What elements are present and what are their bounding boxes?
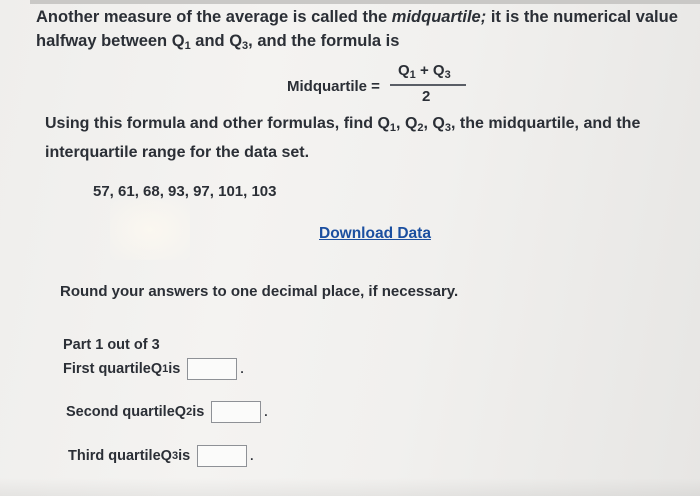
second-quartile-row: Second quartile Q 2 is . (66, 401, 268, 423)
midquartile-fraction (390, 60, 466, 110)
third-quartile-row: Third quartile Q 3 is . (68, 445, 254, 467)
first-quartile-row: First quartile Q 1 is . (63, 358, 244, 380)
part-label: Part 1 out of 3 (63, 337, 160, 353)
data-set-values: 57, 61, 68, 93, 97, 101, 103 (93, 183, 277, 200)
formula-label: Midquartile = (287, 78, 380, 95)
instruction-line-1: Using this formula and other formulas, find $Q_1$, $Q_2$, $Q_3$, the midquartile, and the (45, 115, 641, 134)
fraction-bar (390, 84, 466, 86)
first-quartile-input[interactable] (187, 358, 237, 380)
top-divider (30, 0, 700, 4)
second-quartile-input[interactable] (211, 401, 261, 423)
fraction-denominator: 2 (422, 88, 431, 105)
midquartile-term: midquartile; (391, 8, 487, 26)
fraction-numerator: $Q_1 + Q_3$ (398, 62, 451, 81)
download-data-link[interactable]: Download Data (319, 225, 431, 242)
third-quartile-input[interactable] (197, 445, 247, 467)
rounding-instruction: Round your answers to one decimal place, if necessary. (60, 283, 459, 300)
bottom-shadow (0, 478, 700, 496)
instruction-line-2: interquartile range for the data set. (45, 144, 310, 161)
intro-line-2: halfway between $Q_1$ and $Q_3$, and the formula is (36, 32, 400, 52)
intro-line-1: Another measure of the average is called the midquartile; it is the numerical value (36, 8, 678, 26)
screen-glare (110, 200, 190, 260)
